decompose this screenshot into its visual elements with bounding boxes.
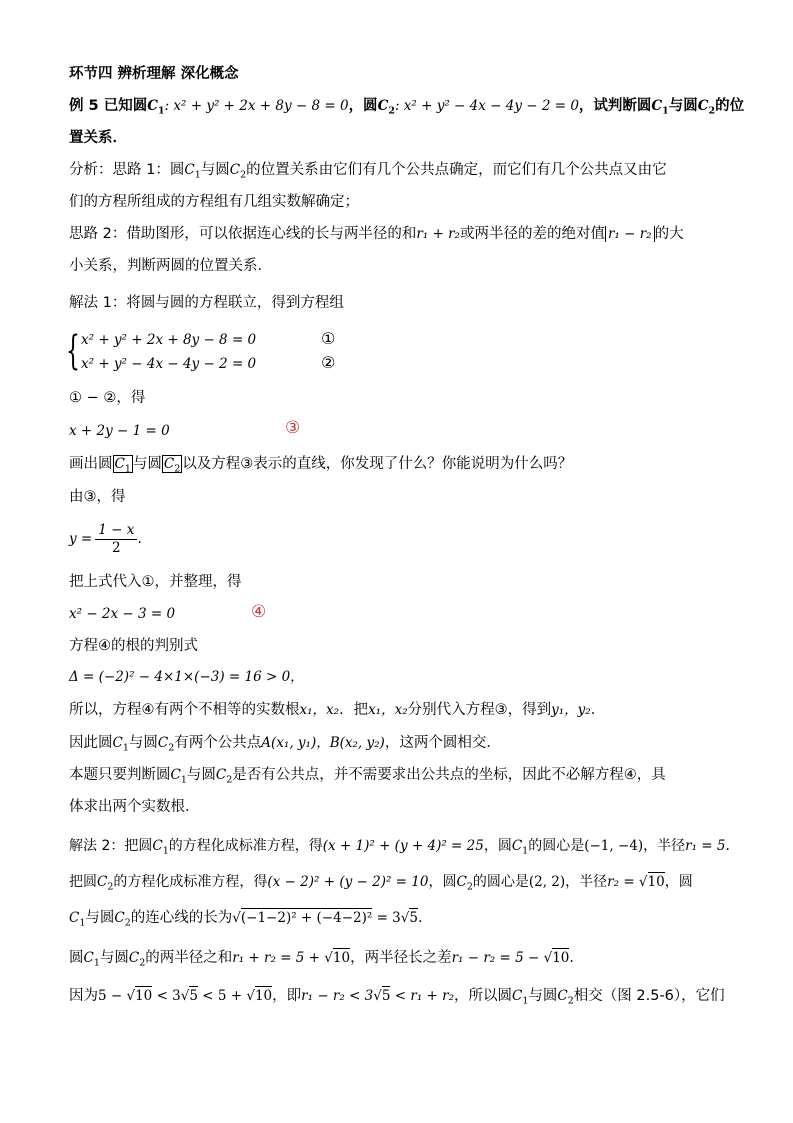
solution2-line-3: $C_1$与圆$C_2$的连心线的长为√(−1−2)² + (−4−2)² = 3√5．	[69, 910, 433, 929]
roots-line: 所以，方程④有两个不相等的实数根x₁，x₂．把x₁，x₂分别代入方程③，得到y₁，y₂．	[69, 702, 606, 718]
solution2-line-4: 圆$C_1$与圆$C_2$的两半径之和r₁ + r₂ = 5 + √10，两半径长之差r₁ − r₂ = 5 − √10．	[69, 950, 584, 969]
from-3: 由③，得	[69, 489, 126, 505]
subtract-line: ① − ②，得	[69, 390, 146, 406]
discriminant-title: 方程④的根的判别式	[69, 638, 198, 654]
example-line-2: 置关系．	[69, 130, 127, 146]
fraction: $\frac{1 - x}{2}$	[95, 522, 137, 557]
analysis-line-2: 们的方程所组成的方程组有几组实数解确定；	[69, 194, 359, 210]
system-eq-1: x² + y² + 2x + 8y − 8 = 0	[81, 332, 257, 348]
c1-equation: : x² + y² + 2x + 8y − 8 = 0	[164, 98, 349, 114]
example-line-1: 例 5 已知圆$C_1$: x² + y² + 2x + 8y − 8 = 0，圆$C_2$: x² + y² − 4x − 4y − 2 = 0，试判断圆$C_1$与圆$C_2$的位	[69, 98, 745, 117]
note-line-1: 本题只要判断圆$C_1$与圆$C_2$是否有公共点，并不需要求出公共点的坐标，因此不必解方程④，具	[69, 767, 666, 786]
circle-c2: $C_2$	[377, 98, 395, 117]
system-eq-2: x² + y² − 4x − 4y − 2 = 0	[81, 356, 257, 372]
y-expression: y = $\frac{1 - x}{2}$ .	[69, 521, 142, 556]
equation-3: x + 2y − 1 = 0	[69, 423, 170, 439]
solution2-line-5: 因为5 − √10 < 3√5 < 5 + √10，即r₁ − r₂ < 3√5 < r₁ + r₂，所以圆$C_1$与圆$C_2$相交（图 2.5-6），它们	[69, 988, 725, 1007]
solution2-line-2: 把圆$C_2$的方程化成标准方程，得(x − 2)² + (y − 2)² = 10，圆$C_2$的圆心是(2, 2)，半径r₂ = √10，圆	[69, 874, 693, 893]
common-points-line: 因此圆$C_1$与圆$C_2$有两个公共点A(x₁, y₁)，B(x₂, y₂)，这两个圆相交．	[69, 735, 501, 754]
draw-question: 画出圆 $C_1$ 与圆 $C_2$ 以及方程③表示的直线，你发现了什么？你能说明为什么吗？	[69, 456, 573, 475]
system-brace: {	[66, 328, 80, 374]
example-label: 例 5	[69, 98, 99, 114]
marker-4: ④	[251, 602, 267, 622]
marker-3: ③	[285, 418, 301, 438]
section-title: 环节四 辨析理解 深化概念	[69, 66, 239, 82]
analysis-line-3: 思路 2：借助图形，可以依据连心线的长与两半径的和r₁ + r₂或两半径的差的绝对值 r₁ − r₂ 的大	[69, 226, 684, 242]
marker-1: ①	[321, 329, 336, 348]
equation-4: x² − 2x − 3 = 0	[69, 606, 176, 622]
radius-diff-abs: r₁ − r₂	[605, 226, 655, 242]
analysis-line-1: 分析：思路 1：圆$C_1$与圆$C_2$的位置关系由它们有几个公共点确定，而它们有几个公共点又由它	[69, 162, 667, 181]
discriminant: Δ = (−2)² − 4×1×(−3) = 16 > 0，	[69, 669, 304, 685]
circle-c1: $C_1$	[147, 98, 165, 117]
solution1-intro: 解法 1：将圆与圆的方程联立，得到方程组	[69, 295, 344, 311]
substitute-line: 把上式代入①，并整理，得	[69, 574, 242, 590]
radius-sum: r₁ + r₂	[416, 226, 460, 242]
note-line-2: 体求出两个实数根．	[69, 799, 200, 815]
c2-equation: : x² + y² − 4x − 4y − 2 = 0	[394, 98, 579, 114]
marker-2: ②	[321, 353, 336, 372]
solution2-line-1: 解法 2：把圆$C_1$的方程化成标准方程，得(x + 1)² + (y + 4)² = 25，圆$C_1$的圆心是(−1, −4)，半径r₁ = 5．	[69, 838, 740, 857]
analysis-line-4: 小关系，判断两圆的位置关系．	[69, 258, 272, 274]
